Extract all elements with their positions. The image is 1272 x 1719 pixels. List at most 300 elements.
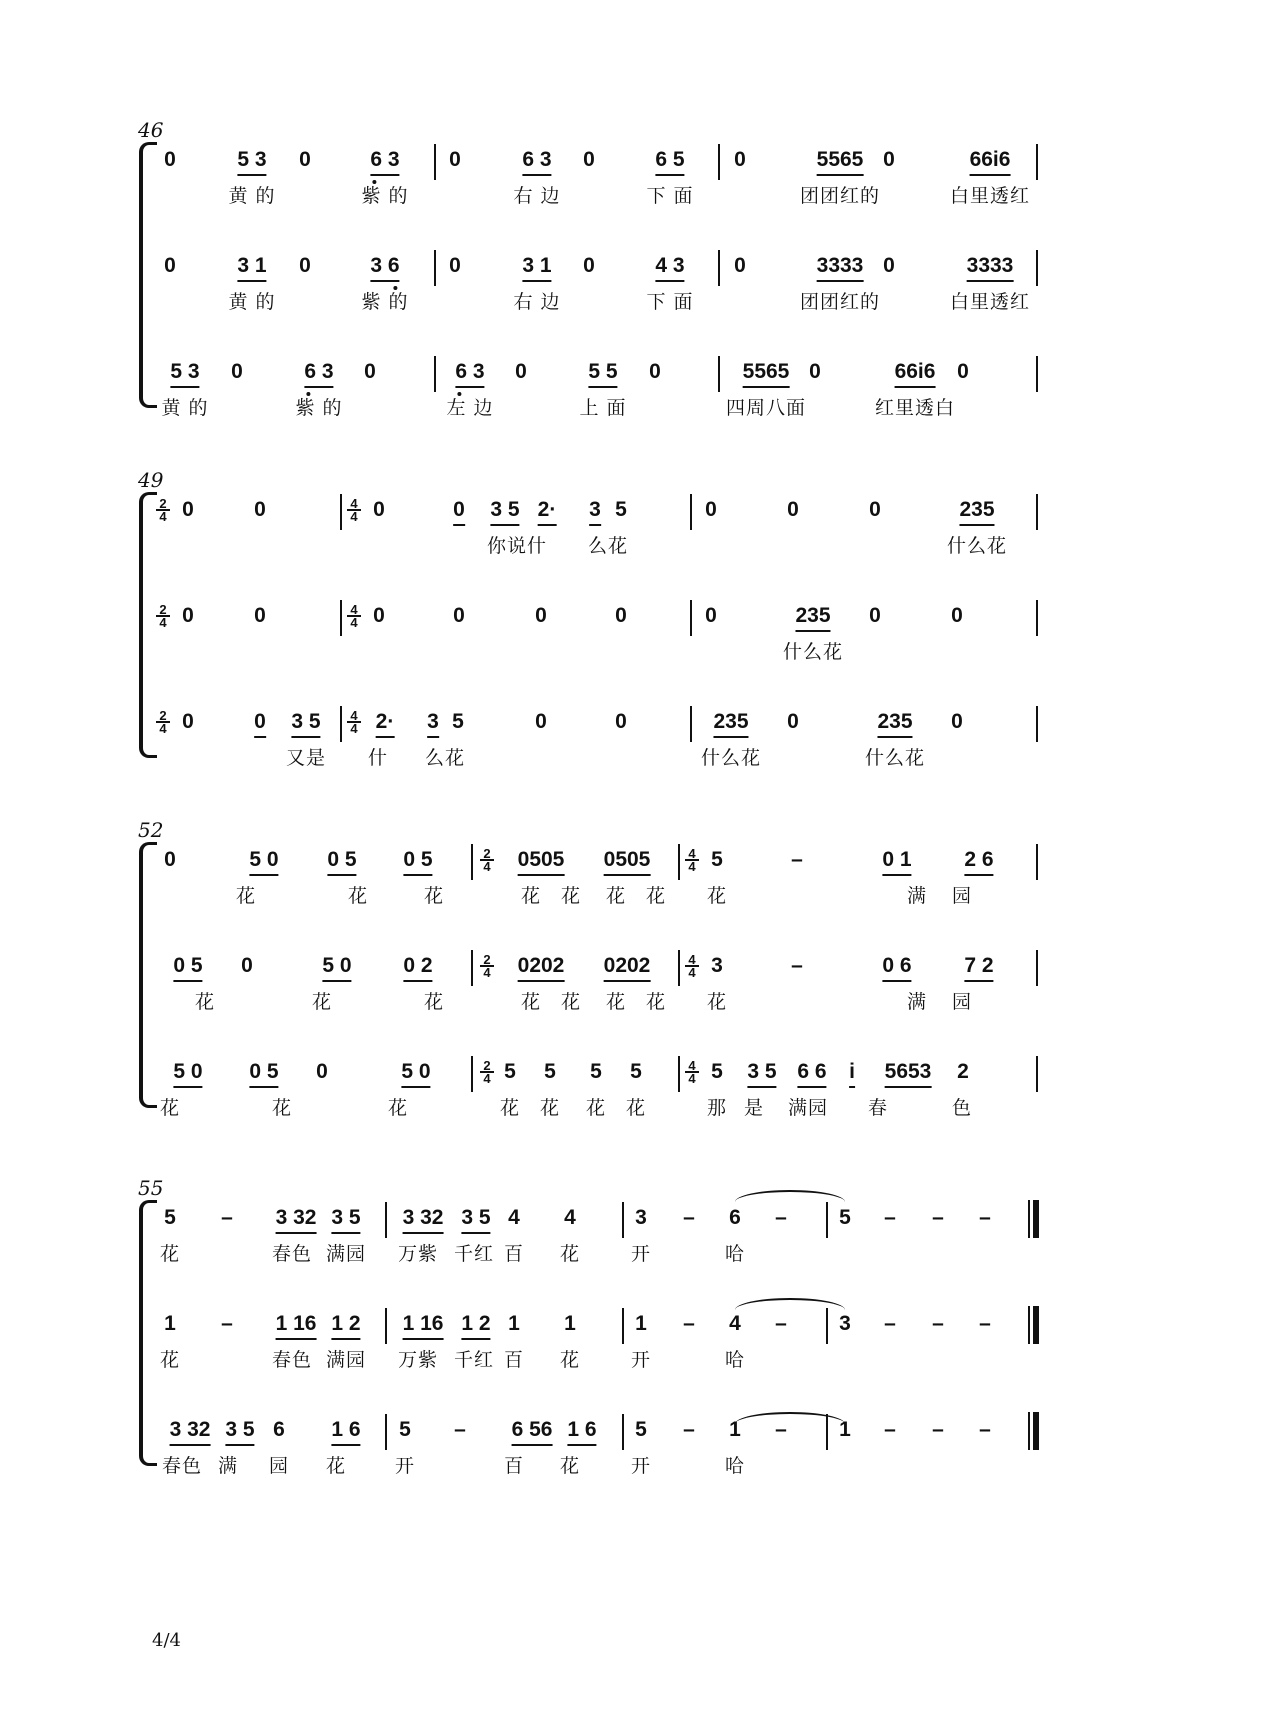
note-group: – [884, 1418, 896, 1441]
lyric-syllable: 园 [951, 885, 973, 907]
final-barline-thick [1033, 1412, 1039, 1450]
measure-number: 55 [138, 1176, 164, 1200]
note-group: 66i6 [895, 360, 936, 388]
note-group: – [454, 1418, 466, 1441]
note-group: 1 2 [331, 1312, 360, 1340]
note-group: 0 [373, 604, 385, 627]
time-signature: 4 4 [347, 604, 361, 628]
note-group: – [884, 1312, 896, 1335]
time-signature: 4 4 [347, 710, 361, 734]
barline [1036, 250, 1038, 286]
lyric-syllable: 团团红的 [799, 291, 881, 313]
barline [826, 1202, 828, 1238]
lyric-syllable: 花 [159, 1243, 181, 1265]
time-signature: 4 4 [685, 1060, 699, 1084]
lyric-syllable: 花 [559, 1455, 581, 1477]
lyric-syllable: 百 [503, 1349, 525, 1371]
note-group: 1 [729, 1418, 741, 1441]
octave-dot [373, 180, 377, 184]
lyric-syllable: 什么花 [700, 747, 762, 769]
note-group: 235 [959, 498, 994, 526]
note-group: 0 [883, 148, 895, 171]
note-group: 1 [635, 1312, 647, 1335]
lyric-syllable: 色 [951, 1097, 973, 1119]
note-group: 1 [564, 1312, 576, 1335]
lyric-syllable: 满 [906, 885, 928, 907]
note-group: 5 [630, 1060, 642, 1083]
time-signature: 4 4 [685, 954, 699, 978]
note-group: 1 6 [567, 1418, 596, 1446]
lyric-syllable: 花 [194, 991, 216, 1013]
note-group: 5 3 [237, 148, 266, 176]
lyric-syllable: 春色 [271, 1243, 313, 1265]
note-group: 0 [705, 604, 717, 627]
note-group: 3 [427, 710, 439, 738]
lyric-syllable: 白里透红 [949, 291, 1031, 313]
lyric-syllable: 什么花 [946, 535, 1008, 557]
time-signature: 2 4 [480, 1060, 494, 1084]
barline [1036, 706, 1038, 742]
note-group: 6 56 [512, 1418, 553, 1446]
lyric-syllable: 下 面 [646, 185, 694, 207]
note-group: 5 [544, 1060, 556, 1083]
barline [678, 844, 680, 880]
lyric-syllable: 红里透白 [874, 397, 956, 419]
note-group: 0 [182, 498, 194, 521]
final-barline-thin [1028, 1306, 1030, 1344]
note-group: 3 1 [237, 254, 266, 282]
lyric-syllable: 满园 [325, 1243, 367, 1265]
note-group: 3 32 [276, 1206, 317, 1234]
note-group: 6 [273, 1418, 285, 1441]
octave-dot [307, 392, 311, 396]
note-group: – [979, 1418, 991, 1441]
lyric-syllable: 花 [159, 1349, 181, 1371]
lyric-syllable: 上 面 [579, 397, 627, 419]
barline [826, 1308, 828, 1344]
note-group: – [791, 954, 803, 977]
note-group: 6 3 [455, 360, 484, 388]
note-group: 5 0 [173, 1060, 202, 1088]
note-group: 6 5 [655, 148, 684, 176]
tie [735, 1298, 845, 1310]
note-group: 4 [508, 1206, 520, 1229]
lyric-syllable: 园 [951, 991, 973, 1013]
lyric-syllable: 花 [559, 1349, 581, 1371]
note-group: 0505 [604, 848, 651, 876]
note-group: 5 [164, 1206, 176, 1229]
final-barline-thick [1033, 1306, 1039, 1344]
note-group: 2 6 [964, 848, 993, 876]
note-group: 5565 [743, 360, 790, 388]
note-group: 6 6 [797, 1060, 826, 1088]
note-group: 0 [453, 498, 465, 526]
note-group: 0 [164, 848, 176, 871]
lyric-syllable: 千红 [453, 1243, 495, 1265]
note-group: 3 5 [490, 498, 519, 526]
note-group: 0 [231, 360, 243, 383]
tie [735, 1412, 845, 1424]
lyric-syllable: 花 [559, 1243, 581, 1265]
time-signature: 2 4 [480, 848, 494, 872]
barline [385, 1308, 387, 1344]
note-group: 2 [957, 1060, 969, 1083]
lyric-syllable: 万紫 [397, 1243, 439, 1265]
note-group: – [791, 848, 803, 871]
note-group: – [683, 1418, 695, 1441]
barline [471, 844, 473, 880]
lyric-syllable: 春色 [271, 1349, 313, 1371]
note-group: 235 [795, 604, 830, 632]
note-group: 0 [787, 498, 799, 521]
barline [678, 950, 680, 986]
note-group: 1 [839, 1418, 851, 1441]
note-group: – [979, 1206, 991, 1229]
lyric-syllable: 开 [630, 1349, 652, 1371]
note-group: 3 32 [170, 1418, 211, 1446]
note-group: – [775, 1206, 787, 1229]
lyric-syllable: 花 [706, 885, 728, 907]
note-group: 0 [869, 604, 881, 627]
note-group: 1 [508, 1312, 520, 1335]
note-group: 5 [635, 1418, 647, 1441]
note-group: 5653 [885, 1060, 932, 1088]
note-group: – [884, 1206, 896, 1229]
lyric-syllable: 百 [503, 1455, 525, 1477]
note-group: – [979, 1312, 991, 1335]
note-group: 0 5 [173, 954, 202, 982]
note-group: 0 [299, 148, 311, 171]
note-group: 235 [877, 710, 912, 738]
lyric-syllable: 花 [520, 885, 542, 907]
note-group: 0 [515, 360, 527, 383]
lyric-syllable: 花 [605, 991, 627, 1013]
note-group: 0 [182, 710, 194, 733]
barline [1036, 494, 1038, 530]
lyric-syllable: 你说什 [486, 535, 548, 557]
note-group: 6 3 [370, 148, 399, 176]
lyric-syllable: 花 [325, 1455, 347, 1477]
lyric-syllable: 花 [645, 885, 667, 907]
note-group: 0 5 [403, 848, 432, 876]
lyric-syllable: 开 [630, 1455, 652, 1477]
lyric-syllable: 满 [217, 1455, 239, 1477]
time-signature: 2 4 [156, 710, 170, 734]
lyric-syllable: 花 [271, 1097, 293, 1119]
final-barline-thick [1033, 1200, 1039, 1238]
note-group: 0 [453, 604, 465, 627]
note-group: 1 16 [403, 1312, 444, 1340]
note-group: 0 [615, 604, 627, 627]
barline [434, 356, 436, 392]
note-group: 3 32 [403, 1206, 444, 1234]
lyric-syllable: 什 [367, 747, 389, 769]
measure-number: 46 [138, 118, 164, 142]
note-group: 5 [452, 710, 464, 733]
note-group: 5 3 [170, 360, 199, 388]
lyric-syllable: 万紫 [397, 1349, 439, 1371]
note-group: 3 5 [225, 1418, 254, 1446]
lyric-syllable: 花 [423, 991, 445, 1013]
barline [1036, 356, 1038, 392]
lyric-syllable: 四周八面 [725, 397, 807, 419]
lyric-syllable: 花 [560, 991, 582, 1013]
lyric-syllable: 花 [625, 1097, 647, 1119]
note-group: 1 2 [461, 1312, 490, 1340]
note-group: 3 [711, 954, 723, 977]
lyric-syllable: 花 [520, 991, 542, 1013]
note-group: 0 [535, 604, 547, 627]
note-group: 5 0 [322, 954, 351, 982]
lyric-syllable: 么花 [424, 747, 466, 769]
time-signature: 2 4 [156, 604, 170, 628]
barline [340, 494, 342, 530]
lyric-syllable: 花 [159, 1097, 181, 1119]
barline [434, 144, 436, 180]
barline [718, 250, 720, 286]
note-group: 5 [711, 848, 723, 871]
lyric-syllable: 是 [743, 1097, 765, 1119]
note-group: 3 [635, 1206, 647, 1229]
note-group: 235 [713, 710, 748, 738]
note-group: 5 [590, 1060, 602, 1083]
note-group: – [683, 1206, 695, 1229]
note-group: 0 [649, 360, 661, 383]
note-group: 5 [504, 1060, 516, 1083]
measure-number: 52 [138, 818, 164, 842]
note-group: 0 [583, 254, 595, 277]
time-signature: 4 4 [685, 848, 699, 872]
note-group: 0 [373, 498, 385, 521]
lyric-syllable: 紫 的 [295, 397, 343, 419]
barline [1036, 1056, 1038, 1092]
octave-dot [458, 392, 462, 396]
note-group: 0 [316, 1060, 328, 1083]
lyric-syllable: 左 边 [446, 397, 494, 419]
note-group: 4 [564, 1206, 576, 1229]
system-bracket [139, 842, 157, 1108]
lyric-syllable: 千红 [453, 1349, 495, 1371]
lyric-syllable: 哈 [724, 1349, 746, 1371]
note-group: 3 5 [291, 710, 320, 738]
note-group: 66i6 [970, 148, 1011, 176]
note-group: 7 2 [964, 954, 993, 982]
system-bracket [139, 1200, 157, 1466]
note-group: 5 [711, 1060, 723, 1083]
lyric-syllable: 那 [706, 1097, 728, 1119]
note-group: 0 [449, 254, 461, 277]
note-group: 0 [254, 498, 266, 521]
lyric-syllable: 满 [906, 991, 928, 1013]
lyric-syllable: 花 [605, 885, 627, 907]
lyric-syllable: 右 边 [513, 185, 561, 207]
lyric-syllable: 花 [347, 885, 369, 907]
note-group: 3 5 [331, 1206, 360, 1234]
note-group: – [221, 1206, 233, 1229]
lyric-syllable: 春 [867, 1097, 889, 1119]
note-group: 3 1 [522, 254, 551, 282]
time-signature: 2 4 [156, 498, 170, 522]
lyric-syllable: 花 [645, 991, 667, 1013]
lyric-syllable: 花 [539, 1097, 561, 1119]
note-group: 6 [729, 1206, 741, 1229]
note-group: 5 5 [588, 360, 617, 388]
barline [1036, 950, 1038, 986]
note-group: 1 6 [331, 1418, 360, 1446]
note-group: 3 5 [461, 1206, 490, 1234]
lyric-syllable: 花 [235, 885, 257, 907]
note-group: 0 [615, 710, 627, 733]
final-barline-thin [1028, 1412, 1030, 1450]
note-group: 2· [376, 710, 395, 738]
note-group: 0 [734, 254, 746, 277]
note-group: 0 [883, 254, 895, 277]
lyric-syllable: 什么花 [782, 641, 844, 663]
note-group: 0 2 [403, 954, 432, 982]
barline [434, 250, 436, 286]
lyric-syllable: 团团红的 [799, 185, 881, 207]
system-bracket [139, 142, 157, 408]
lyric-syllable: 春色 [161, 1455, 203, 1477]
lyric-syllable: 白里透红 [949, 185, 1031, 207]
note-group: 0 [164, 254, 176, 277]
lyric-syllable: 哈 [724, 1243, 746, 1265]
lyric-syllable: 黄 的 [161, 397, 209, 419]
barline [471, 950, 473, 986]
barline [340, 706, 342, 742]
time-signature: 2 4 [480, 954, 494, 978]
note-group: 1 16 [276, 1312, 317, 1340]
barline [678, 1056, 680, 1092]
note-group: – [775, 1418, 787, 1441]
note-group: 6 3 [522, 148, 551, 176]
final-barline-thin [1028, 1200, 1030, 1238]
note-group: 3333 [967, 254, 1014, 282]
lyric-syllable: 满园 [787, 1097, 829, 1119]
page-number: 4/4 [152, 1630, 181, 1651]
lyric-syllable: 开 [394, 1455, 416, 1477]
note-group: 3 5 [747, 1060, 776, 1088]
note-group: 0 [535, 710, 547, 733]
lyric-syllable: 满园 [325, 1349, 367, 1371]
note-group: – [221, 1312, 233, 1335]
note-group: 0 [705, 498, 717, 521]
note-group: 0 [869, 498, 881, 521]
note-group: 0 [734, 148, 746, 171]
note-group: 0 [583, 148, 595, 171]
note-group: 5 [399, 1418, 411, 1441]
note-group: 0202 [518, 954, 565, 982]
note-group: 0 1 [882, 848, 911, 876]
lyric-syllable: 花 [311, 991, 333, 1013]
barline [690, 706, 692, 742]
note-group: 0 6 [882, 954, 911, 982]
note-group: 6 3 [304, 360, 333, 388]
lyric-syllable: 花 [560, 885, 582, 907]
note-group: 1 [164, 1312, 176, 1335]
note-group: 5565 [817, 148, 864, 176]
note-group: 0 [951, 604, 963, 627]
note-group: 0 [957, 360, 969, 383]
system-bracket [139, 492, 157, 758]
barline [471, 1056, 473, 1092]
note-group: 3 [839, 1312, 851, 1335]
lyric-syllable: 紫 的 [361, 291, 409, 313]
lyric-syllable: 下 面 [646, 291, 694, 313]
lyric-syllable: 紫 的 [361, 185, 409, 207]
note-group: 0505 [518, 848, 565, 876]
note-group: 0 [254, 604, 266, 627]
lyric-syllable: 黄 的 [228, 185, 276, 207]
note-group: – [932, 1206, 944, 1229]
note-group: 3 6 [370, 254, 399, 282]
note-group: 0 5 [327, 848, 356, 876]
barline [622, 1308, 624, 1344]
note-group: 5 0 [249, 848, 278, 876]
lyric-syllable: 哈 [724, 1455, 746, 1477]
barline [340, 600, 342, 636]
lyric-syllable: 什么花 [864, 747, 926, 769]
lyric-syllable: 右 边 [513, 291, 561, 313]
note-group: 0202 [604, 954, 651, 982]
note-group: i [849, 1060, 855, 1088]
measure-number: 49 [138, 468, 164, 492]
note-group: 4 [729, 1312, 741, 1335]
octave-dot [393, 286, 397, 290]
note-group: – [932, 1418, 944, 1441]
barline [718, 356, 720, 392]
barline [385, 1414, 387, 1450]
note-group: 2· [538, 498, 557, 526]
barline [1036, 144, 1038, 180]
lyric-syllable: 花 [585, 1097, 607, 1119]
note-group: 3333 [817, 254, 864, 282]
note-group: 0 [241, 954, 253, 977]
note-group: 5 [615, 498, 627, 521]
lyric-syllable: 黄 的 [228, 291, 276, 313]
note-group: 0 [364, 360, 376, 383]
note-group: 0 [809, 360, 821, 383]
note-group: 0 [449, 148, 461, 171]
note-group: 4 3 [655, 254, 684, 282]
note-group: 0 [299, 254, 311, 277]
note-group: 0 [787, 710, 799, 733]
note-group: 0 [164, 148, 176, 171]
note-group: – [683, 1312, 695, 1335]
lyric-syllable: 花 [387, 1097, 409, 1119]
note-group: – [932, 1312, 944, 1335]
lyric-syllable: 又是 [285, 747, 327, 769]
time-signature: 4 4 [347, 498, 361, 522]
barline [622, 1414, 624, 1450]
lyric-syllable: 园 [268, 1455, 290, 1477]
barline [1036, 600, 1038, 636]
note-group: 5 [839, 1206, 851, 1229]
note-group: 0 [182, 604, 194, 627]
barline [718, 144, 720, 180]
note-group: – [775, 1312, 787, 1335]
lyric-syllable: 百 [503, 1243, 525, 1265]
lyric-syllable: 么花 [587, 535, 629, 557]
lyric-syllable: 花 [706, 991, 728, 1013]
barline [385, 1202, 387, 1238]
tie [735, 1190, 845, 1202]
barline [1036, 844, 1038, 880]
lyric-syllable: 花 [423, 885, 445, 907]
barline [690, 600, 692, 636]
note-group: 5 0 [401, 1060, 430, 1088]
note-group: 0 [951, 710, 963, 733]
